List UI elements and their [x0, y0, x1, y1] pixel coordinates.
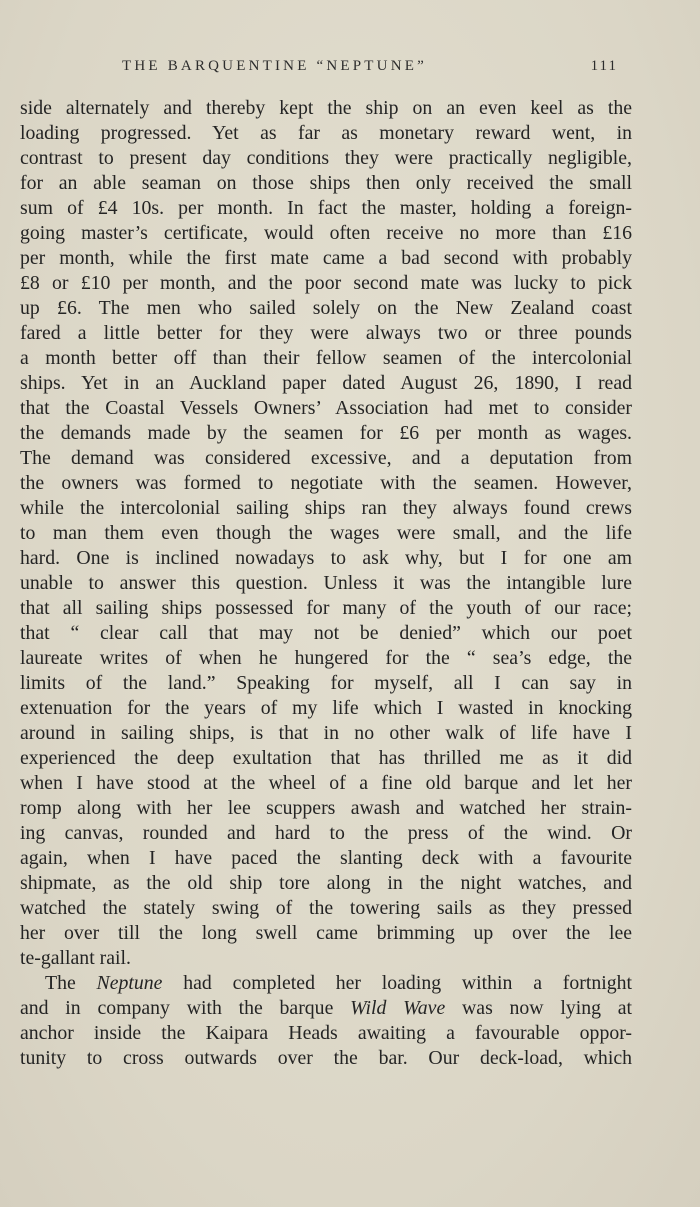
text-run: and in company with the barque [20, 997, 351, 1019]
text-line: fared a little better for they were always two or three pounds [20, 322, 632, 344]
text-line: experienced the deep exultation that has thrilled me as it did [20, 747, 632, 769]
text-line: again, when I have paced the slanting deck with a favourite [20, 847, 632, 869]
ship-name-wild-wave: Wild Wave [350, 997, 446, 1019]
text-line: that all sailing ships possessed for many of the youth of our race; [20, 597, 632, 619]
text-line: when I have stood at the wheel of a fine old barque and let her [20, 772, 632, 794]
text-line: while the intercolonial sailing ships ran they always found crews [20, 497, 632, 519]
text-line [20, 996, 632, 1021]
paragraph-start-line [20, 971, 632, 996]
text-line: going master’s certificate, would often receive no more than £16 [20, 222, 632, 244]
text-line: tunity to cross outwards over the bar. Our deck-load, which [20, 1047, 632, 1069]
text-line: limits of the land.” Speaking for myself, all I can say in [20, 672, 632, 694]
text-line: the owners was formed to negotiate with the seamen. However, [20, 472, 632, 494]
text-line: The demand was considered excessive, and a deputation from [20, 447, 632, 469]
text-run: had completed her loading within a fortnight [162, 972, 632, 994]
body-text [20, 96, 632, 1071]
text-line: £8 or £10 per month, and the poor second mate was lucky to pick [20, 272, 632, 294]
text-line: around in sailing ships, is that in no other walk of life have I [20, 722, 632, 744]
text-line: her over till the long swell came brimming up over the lee [20, 922, 632, 944]
running-title: THE BARQUENTINE “NEPTUNE” [122, 58, 427, 74]
text-run: The [45, 972, 97, 994]
text-line: extenuation for the years of my life which I wasted in knocking [20, 697, 632, 719]
text-line: watched the stately swing of the towering sails as they pressed [20, 897, 632, 919]
text-run: was now lying at [445, 997, 633, 1019]
paragraph-end-line: te-gallant rail. [20, 947, 131, 969]
text-line: that “ clear call that may not be denied” which our poet [20, 622, 632, 644]
text-line: a month better off than their fellow seamen of the intercolonial [20, 347, 632, 369]
text-line: ships. Yet in an Auckland paper dated August 26, 1890, I read [20, 372, 632, 394]
text-line: sum of £4 10s. per month. In fact the master, holding a foreign- [20, 197, 632, 219]
text-line: laureate writes of when he hungered for the “ sea’s edge, the [20, 647, 632, 669]
text-line: the demands made by the seamen for £6 per month as wages. [20, 422, 632, 444]
text-line: romp along with her lee scuppers awash and watched her strain- [20, 797, 632, 819]
text-line: unable to answer this question. Unless it was the intangible lure [20, 572, 632, 594]
text-line: loading progressed. Yet as far as monetary reward went, in [20, 122, 632, 144]
text-line: shipmate, as the old ship tore along in the night watches, and [20, 872, 632, 894]
text-line: for an able seaman on those ships then only received the small [20, 172, 632, 194]
page-number: 111 [590, 58, 618, 74]
text-line: that the Coastal Vessels Owners’ Association had met to consider [20, 397, 632, 419]
text-line: anchor inside the Kaipara Heads awaiting a favourable oppor- [20, 1022, 632, 1044]
running-head [20, 58, 632, 82]
text-line: to man them even though the wages were small, and the life [20, 522, 632, 544]
text-line: contrast to present day conditions they were practically negligible, [20, 147, 632, 169]
ship-name-neptune: Neptune [96, 972, 163, 994]
text-line: per month, while the first mate came a bad second with probably [20, 247, 632, 269]
text-line: ing canvas, rounded and hard to the press of the wind. Or [20, 822, 632, 844]
text-line: hard. One is inclined nowadays to ask why, but I for one am [20, 547, 632, 569]
text-line: up £6. The men who sailed solely on the New Zealand coast [20, 297, 632, 319]
text-line: side alternately and thereby kept the ship on an even keel as the [20, 97, 632, 119]
